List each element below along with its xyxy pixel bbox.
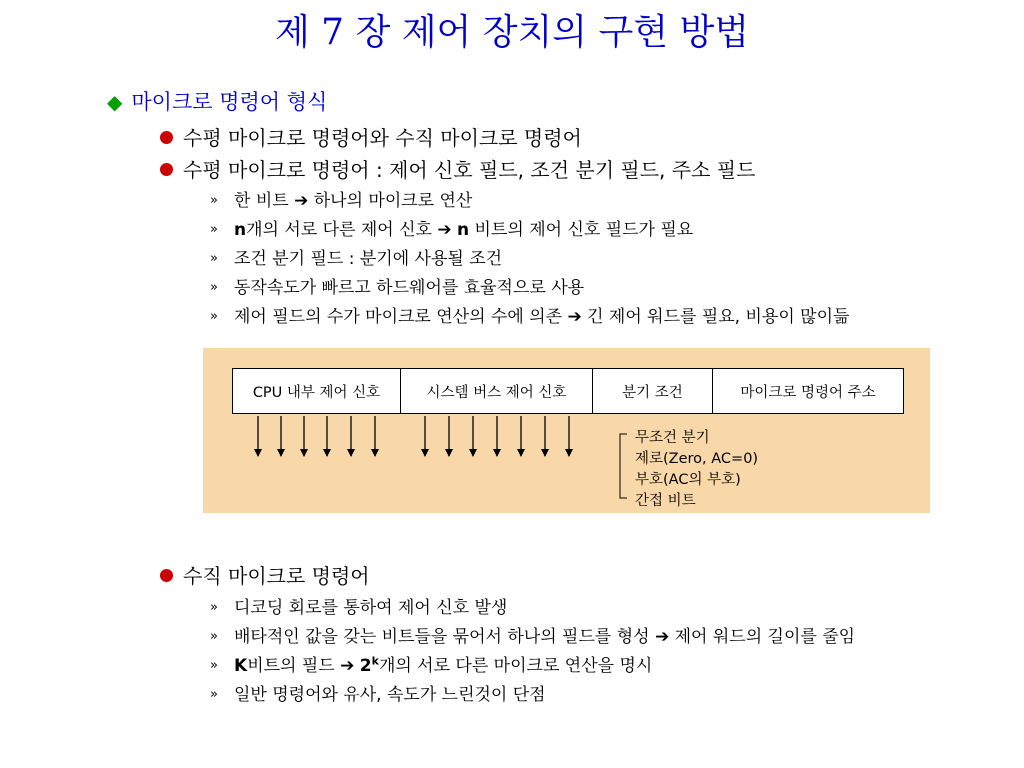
sub-text: 조건 분기 필드 : 분기에 사용될 조건 bbox=[234, 249, 503, 269]
diamond-bullet-icon: ◆ bbox=[107, 90, 123, 114]
arrow-icon: ➔ bbox=[437, 220, 452, 240]
sub-item bbox=[210, 593, 507, 618]
superscript-k: k bbox=[371, 654, 379, 668]
condition-item: 부호(AC의 부호) bbox=[635, 472, 741, 488]
cpu-control-field: CPU 내부 제어 신호 bbox=[233, 369, 401, 413]
signal-arrows bbox=[203, 348, 930, 513]
chevron-bullet-icon: » bbox=[210, 309, 218, 324]
item-text: 수평 마이크로 명령어 : 제어 신호 필드, 조건 분기 필드, 주소 필드 bbox=[183, 158, 756, 182]
arrow-icon: ➔ bbox=[294, 191, 309, 211]
red-dot-bullet-icon bbox=[160, 131, 173, 144]
sub-item bbox=[210, 622, 855, 647]
bus-control-field: 시스템 버스 제어 신호 bbox=[401, 369, 593, 413]
sub-text: 개의 서로 다른 마이크로 연산을 명시 bbox=[378, 656, 653, 676]
chevron-bullet-icon: » bbox=[210, 687, 218, 702]
condition-bracket bbox=[620, 434, 627, 498]
list-item bbox=[160, 560, 370, 589]
arrow-icon: ➔ bbox=[654, 627, 670, 647]
sub-text: K bbox=[234, 656, 248, 676]
sub-text: 긴 제어 워드를 필요, 비용이 많이듦 bbox=[587, 307, 850, 327]
section-heading bbox=[107, 86, 327, 116]
sub-text: 2 bbox=[359, 656, 372, 676]
sub-item bbox=[210, 680, 546, 705]
sub-text: 제어 필드의 수가 마이크로 연산의 수에 의존 bbox=[234, 307, 563, 327]
sub-text: 제어 워드의 길이를 줄임 bbox=[674, 627, 856, 647]
chevron-bullet-icon: » bbox=[210, 600, 218, 615]
red-dot-bullet-icon bbox=[160, 569, 173, 582]
sub-item bbox=[210, 273, 584, 298]
chevron-bullet-icon: » bbox=[210, 222, 218, 237]
sub-item bbox=[210, 302, 849, 327]
sub-text: 배타적인 값을 갖는 비트들을 묶어서 하나의 필드를 형성 bbox=[234, 627, 650, 647]
sub-text: 하나의 마이크로 연산 bbox=[313, 191, 473, 211]
condition-item: 제로(Zero, AC=0) bbox=[635, 451, 759, 467]
heading-text: 마이크로 명령어 형식 bbox=[131, 90, 328, 114]
sub-item bbox=[210, 651, 652, 676]
chevron-bullet-icon: » bbox=[210, 658, 218, 673]
chevron-bullet-icon: » bbox=[210, 280, 218, 295]
branch-condition-list bbox=[635, 428, 758, 512]
sub-text: 디코딩 회로를 통하여 제어 신호 발생 bbox=[234, 598, 508, 618]
branch-condition-field: 분기 조건 bbox=[593, 369, 713, 413]
item-text: 수직 마이크로 명령어 bbox=[183, 564, 370, 588]
chevron-bullet-icon: » bbox=[210, 251, 218, 266]
item-text: 수평 마이크로 명령어와 수직 마이크로 명령어 bbox=[183, 126, 582, 150]
sub-item bbox=[210, 186, 472, 211]
red-dot-bullet-icon bbox=[160, 163, 173, 176]
chevron-bullet-icon: » bbox=[210, 629, 218, 644]
chevron-bullet-icon: » bbox=[210, 193, 218, 208]
condition-item: 간접 비트 bbox=[635, 493, 696, 509]
microinstruction-format-diagram bbox=[203, 348, 930, 513]
sub-text: 동작속도가 빠르고 하드웨어를 효율적으로 사용 bbox=[234, 278, 585, 298]
sub-text: 비트의 제어 신호 필드가 필요 bbox=[474, 220, 694, 240]
sub-text: 일반 명령어와 유사, 속도가 느린것이 단점 bbox=[234, 685, 546, 705]
sub-text: n bbox=[234, 220, 247, 240]
list-item bbox=[160, 154, 755, 183]
address-field: 마이크로 명령어 주소 bbox=[740, 384, 876, 401]
sub-item bbox=[210, 244, 502, 269]
sub-item bbox=[210, 215, 693, 240]
list-item bbox=[160, 122, 582, 151]
sub-text: n bbox=[457, 220, 470, 240]
sub-text: 개의 서로 다른 제어 신호 bbox=[246, 220, 432, 240]
sub-text: 비트의 필드 bbox=[247, 656, 335, 676]
page-title: 제 7 장 제어 장치의 구현 방법 bbox=[274, 12, 750, 53]
arrow-icon: ➔ bbox=[567, 307, 582, 327]
arrow-icon: ➔ bbox=[340, 656, 355, 676]
sub-text: 한 비트 bbox=[234, 191, 289, 211]
condition-item: 무조건 분기 bbox=[635, 430, 710, 446]
